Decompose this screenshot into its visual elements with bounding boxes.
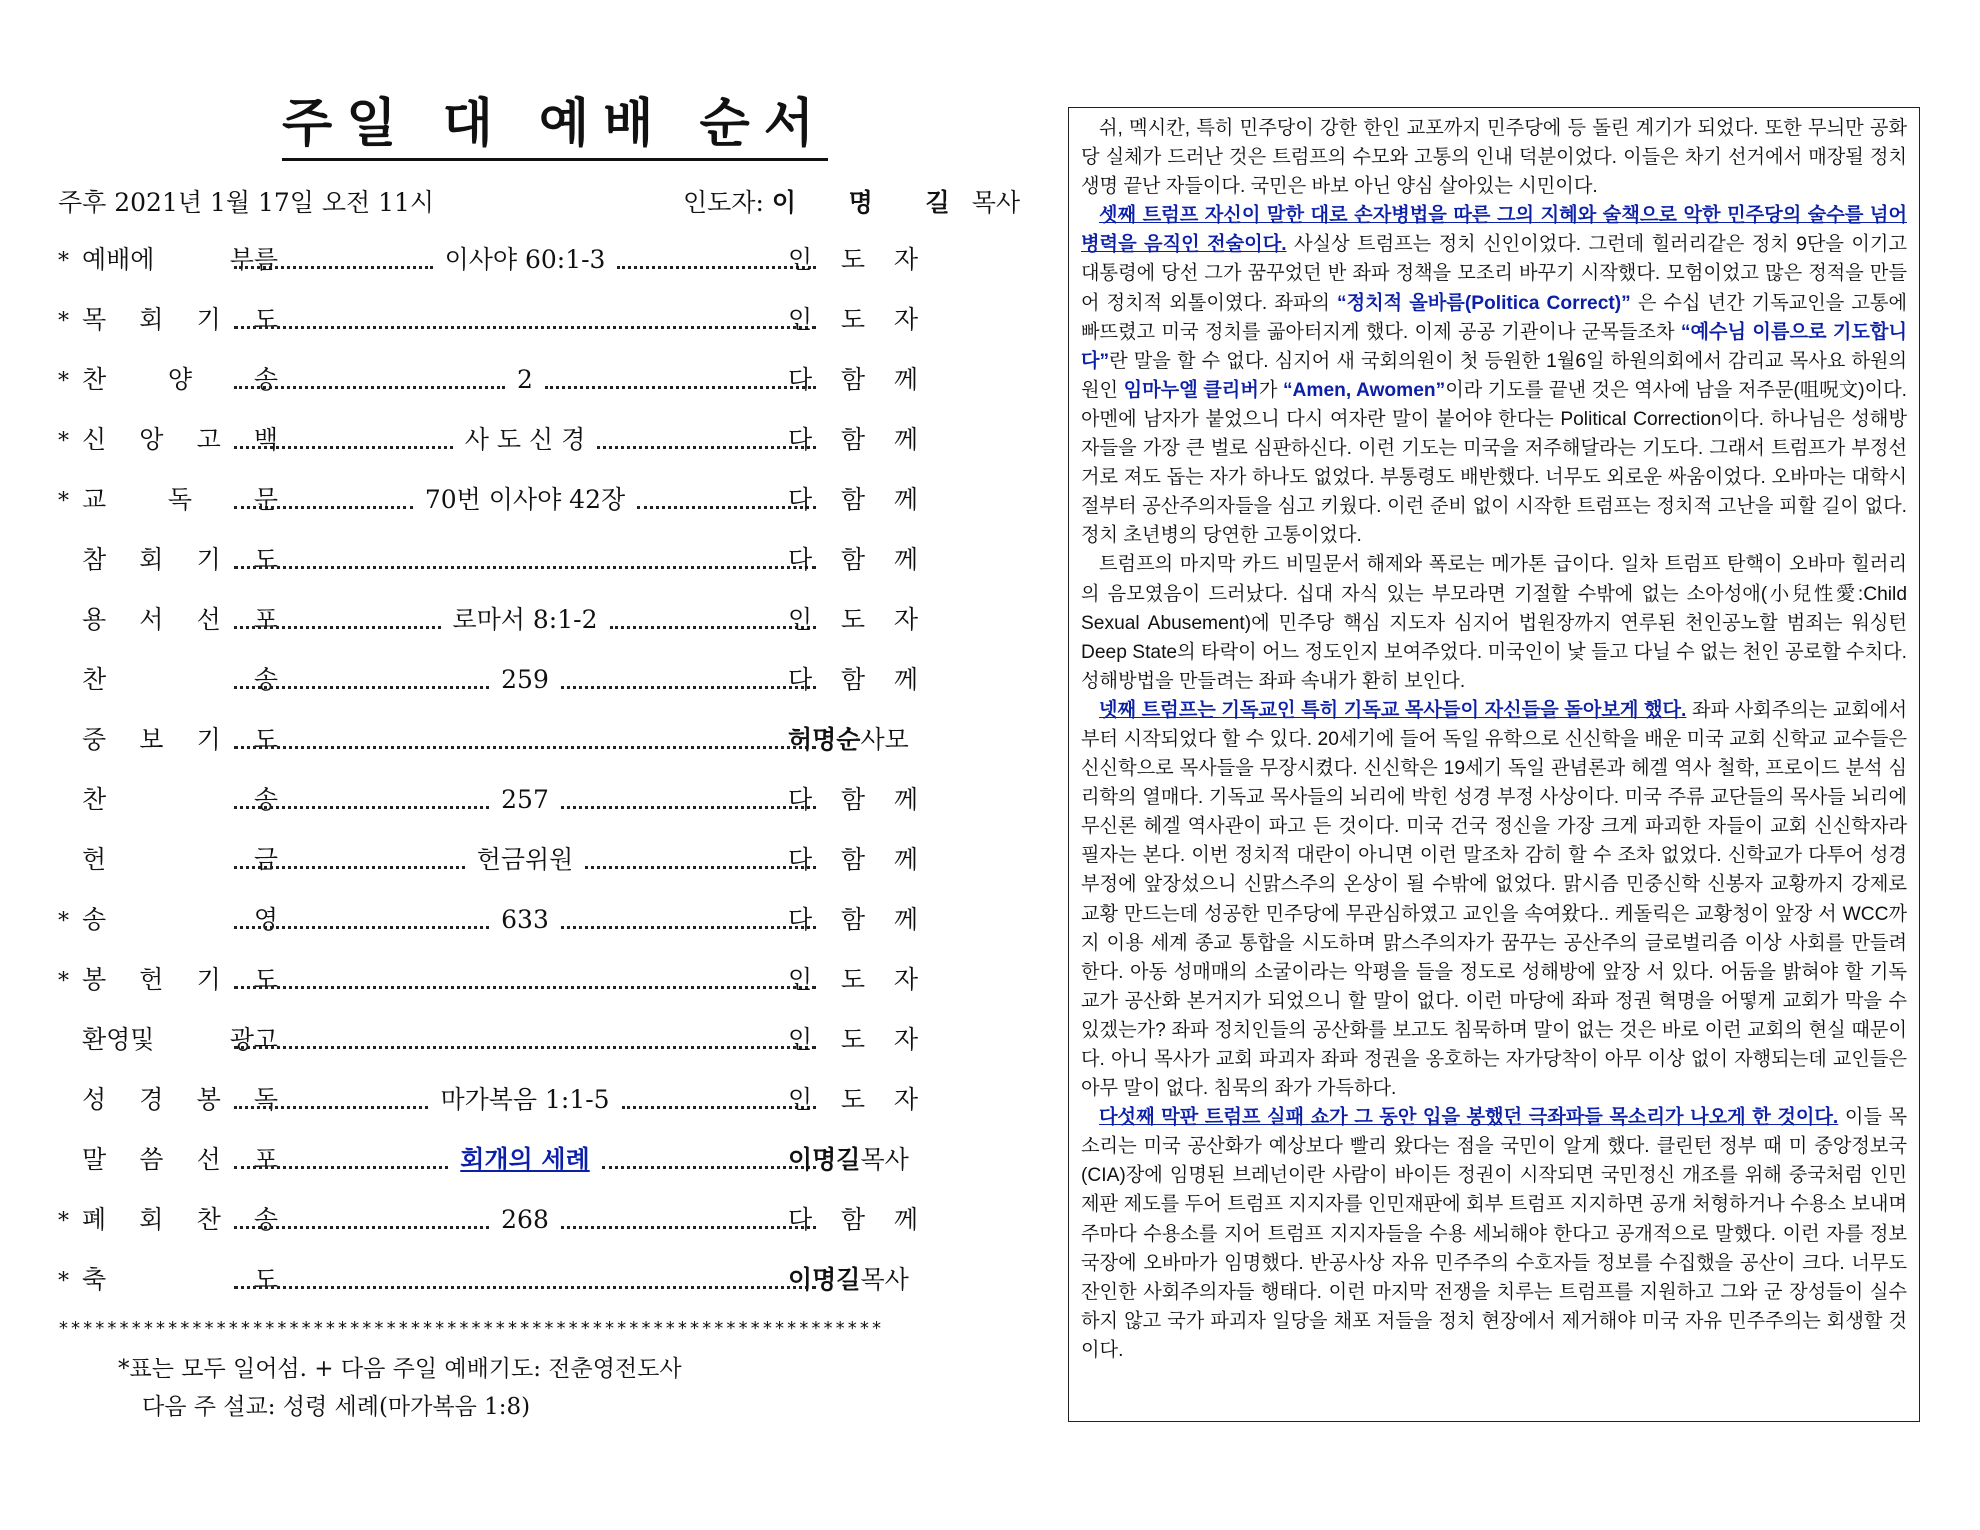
standing-note: *표는 모두 일어섬. + 다음 주일 예배기도: 전춘영전도사	[118, 1356, 682, 1382]
order-leader-dots	[234, 482, 816, 518]
order-role: 다 함 께	[788, 905, 918, 934]
standing-mark: *	[58, 909, 69, 934]
order-leader-dots	[234, 662, 816, 698]
order-leader-dots	[234, 302, 816, 338]
order-role: 다 함 께	[788, 665, 918, 694]
essay-paragraph: 트럼프의 마지막 카드 비밀문서 해제와 폭로는 메가톤 급이다. 일차 트럼프 탄핵이 오바마 힐러리의 음모였음이 드러났다. 십대 자식 있는 부모라면 기절할 수밖에 없는 소아성애(小兒性愛:Child Sexual Abusement)에 민주당 핵심 지도자 심지어 법원장까지 연루된 천인공노할 범죄는 워싱턴 Deep State의 타락이 어느 정도인지 보여주었다. 미국인이 낯 들고 다닐 수 없는 천인 공로할 수치다. 성해방법을 만들려는 좌파 속내가 환히 보인다.	[1081, 554, 1907, 692]
service-date: 주후 2021년 1월 17일 오전 11시	[58, 188, 435, 217]
order-leader-dots	[234, 1262, 816, 1298]
order-title: 헌 금	[82, 845, 278, 874]
order-role: 다 함 께	[788, 545, 918, 574]
order-role: 다 함 께	[788, 785, 918, 814]
standing-mark: *	[58, 1269, 69, 1294]
standing-mark: *	[58, 309, 69, 334]
order-title: 찬 양 송	[82, 365, 278, 394]
order-list	[58, 242, 918, 1322]
order-leader-dots	[234, 1142, 816, 1178]
order-leader-dots	[234, 842, 816, 878]
sermon-title: 회개의 세례	[460, 1145, 590, 1174]
order-row	[58, 302, 918, 362]
order-role: 인 도 자	[788, 1085, 918, 1114]
order-content: 헌금위원	[476, 845, 574, 874]
order-role: 이명길 목사	[788, 1145, 909, 1174]
order-content: 2	[517, 365, 533, 394]
order-leader-dots	[234, 962, 816, 998]
order-content: 259	[501, 665, 549, 694]
order-role: 인 도 자	[788, 305, 918, 334]
leader-label: 인도자:	[683, 188, 764, 217]
order-row	[58, 1262, 918, 1322]
order-row	[58, 422, 918, 482]
order-title: 예배에 부름	[82, 245, 278, 274]
order-row	[58, 602, 918, 662]
order-title: 송 영	[82, 905, 278, 934]
order-role: 다 함 께	[788, 845, 918, 874]
essay-paragraph: 쉬, 멕시칸, 특히 민주당이 강한 한인 교포까지 민주당에 등 돌린 계기가 되었다. 또한 무늬만 공화당 실체가 드러난 것은 트럼프의 수모와 고통의 인내 덕분이었다. 이들은 차기 선거에서 매장될 정치 생명 끝난 자들이다. 국민은 바보 아닌 양심 살아있는 시민이다.	[1081, 118, 1907, 198]
order-role: 인 도 자	[788, 245, 918, 274]
standing-mark: *	[58, 249, 69, 274]
order-title: 용 서 선 포	[82, 605, 278, 634]
standing-mark: *	[58, 369, 69, 394]
order-row	[58, 482, 918, 542]
essay-heading-fifth: 다섯째 막판 트럼프 실패 쇼가 그 동안 입을 봉했던 극좌파들 목소리가 나오게 한 것이다.	[1099, 1107, 1839, 1129]
order-role: 다 함 께	[788, 365, 918, 394]
order-row	[58, 542, 918, 602]
order-content: 사 도 신 경	[464, 425, 586, 454]
standing-mark: *	[58, 969, 69, 994]
order-leader-dots	[234, 422, 816, 458]
order-title: 목 회 기 도	[82, 305, 278, 334]
order-row	[58, 662, 918, 722]
separator-line: ********************************************************************	[58, 1318, 884, 1339]
order-title: 환영및 광고	[82, 1025, 278, 1054]
order-title: 중 보 기 도	[82, 725, 278, 754]
order-row	[58, 842, 918, 902]
order-row	[58, 782, 918, 842]
essay-box	[1068, 107, 1920, 1422]
order-title: 찬 송	[82, 665, 278, 694]
order-content: 268	[501, 1205, 549, 1234]
essay-paragraph: 셋째 트럼프 자신이 말한 대로 손자병법을 따른 그의 지혜와 술책으로 악한 민주당의 술수를 넘어 병력을 음직인 전술이다. 사실상 트럼프는 정치 신인이었다. 그런데 힐러리같은 정치 9단을 이기고 대통령에 당선 그가 꿈꾸었던 반 좌파 정책을 모조리 바꾸기 시작했다. 모험이었고 많은 정적을 만들어 정치적 외톨이였다. 좌파의 “정치적 올바름(Politica Correct)” 은 수십 년간 기독교인을 고통에 빠뜨렸고 미국 정치를 곪아터지게 했다. 이제 공공 기관이나 군목들조차 “예수님 이름으로 기도합니다”란 말을 할 수 없다. 심지어 새 국회의원이 첫 등원한 1월6일 하원의회에서 감리교 목사요 하원의원인 임마누엘 클리버가 “Amen, Awomen”이라 기도를 끝낸 것은 역사에 남을 저주문(咀呪文)이다. 아멘에 남자가 붙었으니 다시 여자란 말이 붙어야 한다는 Political Correction이다. 하나님은 성해방자들을 가장 큰 벌로 심판하신다. 이런 기도는 미국을 저주해달라는 기도다. 그래서 트럼프가 부정선거로 져도 돕는 자가 하나도 없었다. 부통령도 배반했다. 너무도 외로운 싸움이었다. 오바마는 대학시절부터 공산주의자들을 심고 키웠다. 이런 준비 없이 시작한 트럼프는 정치적 고난을 피할 길이 없다. 정치 초년병의 당연한 고통이었다.	[1081, 205, 1908, 547]
essay-heading-third: 셋째 트럼프 자신이 말한 대로 손자병법을 따른 그의 지혜와 술책으로 악한 민주당의 술수를 넘어 병력을 음직인 전술이다.	[1081, 205, 1907, 256]
order-role: 인 도 자	[788, 605, 918, 634]
order-leader-dots	[234, 602, 816, 638]
leader-suffix: 목사	[971, 188, 1020, 217]
next-sermon-note: 다음 주 설교: 성령 세례(마가복음 1:8)	[142, 1394, 531, 1420]
order-role: 인 도 자	[788, 965, 918, 994]
order-role: 다 함 께	[788, 485, 918, 514]
standing-mark: *	[58, 429, 69, 454]
order-content: 257	[501, 785, 549, 814]
order-role: 이명길 목사	[788, 1265, 909, 1294]
order-leader-dots	[234, 782, 816, 818]
order-content: 로마서 8:1-2	[452, 605, 598, 634]
order-leader-dots	[234, 1022, 816, 1058]
order-role: 인 도 자	[788, 1025, 918, 1054]
order-title: 신 앙 고 백	[82, 425, 278, 454]
order-title: 말 씀 선 포	[82, 1145, 278, 1174]
leader-name: 이 명 길	[771, 188, 972, 217]
order-row	[58, 1202, 918, 1262]
order-title: 교 독 문	[82, 485, 278, 514]
order-content: 633	[501, 905, 549, 934]
order-row	[58, 722, 918, 782]
order-row	[58, 1082, 918, 1142]
order-title: 성 경 봉 독	[82, 1085, 278, 1114]
essay-heading-fourth: 넷째 트럼프는 기독교인 특히 기독교 목사들이 자신들을 돌아보게 했다.	[1099, 699, 1687, 721]
order-title: 봉 헌 기 도	[82, 965, 278, 994]
page-title: 주일 대 예배 순서	[282, 92, 828, 161]
order-role: 다 함 께	[788, 1205, 918, 1234]
order-title: 참 회 기 도	[82, 545, 278, 574]
order-content: 70번 이사야 42장	[424, 485, 626, 514]
order-content: 이사야 60:1-3	[444, 245, 606, 274]
order-row	[58, 242, 918, 302]
order-leader-dots	[234, 902, 816, 938]
order-content: 마가복음 1:1-5	[440, 1085, 610, 1114]
order-leader-dots	[234, 722, 816, 758]
order-row	[58, 362, 918, 422]
order-leader-dots	[234, 1202, 816, 1238]
order-row	[58, 1142, 918, 1202]
order-row	[58, 902, 918, 962]
order-leader-dots	[234, 362, 816, 398]
order-title: 찬 송	[82, 785, 278, 814]
order-leader-dots	[234, 542, 816, 578]
order-leader-dots	[234, 242, 816, 278]
standing-mark: *	[58, 489, 69, 514]
order-title: 축 도	[82, 1265, 278, 1294]
order-leader-dots	[234, 1082, 816, 1118]
order-row	[58, 962, 918, 1022]
service-leader	[683, 186, 1020, 220]
order-row	[58, 1022, 918, 1082]
essay-paragraph: 넷째 트럼프는 기독교인 특히 기독교 목사들이 자신들을 돌아보게 했다. 좌파 사회주의는 교회에서부터 시작되었다 할 수 있다. 20세기에 들어 독일 유학으로 신신학을 배운 미국 교회 신학교 교수들은 신신학으로 목사들을 무장시켰다. 신신학은 19세기 독일 관념론과 헤겔 역사 철학, 프로이드 분석 심리학의 열매다. 기독교 목사들의 뇌리에 박힌 성경 부정 사상이다. 미국 주류 교단들의 목사들 뇌리에 무신론 헤겔 역사관이 파고 든 것이다. 미국 건국 정신을 가장 크게 파괴한 자들이 교회 신신학자라 필자는 본다. 이번 정치적 대란이 아니면 이런 말조차 감히 할 수 조차 없었다. 신학교가 다투어 성경 부정에 앞장섰으니 신맑스주의 온상이 될 수밖에 없었다. 맑시즘 민중신학 신봉자 교황까지 강제로 교황 만드는데 성공한 민주당에 무관심하였고 교인을 속여왔다.. 케돌릭은 교황청이 앞장 서 WCC까지 이용 세계 종교 통합을 시도하며 맑스주의자가 꿈꾸는 공산주의 글로벌리즘 이상 사회를 만들려 한다. 아동 성매매의 소굴이라는 악평을 들을 정도로 성해방에 앞장 서 있다. 어둠을 밝혀야 할 기독교가 공산화 본거지가 되었으니 할 말이 없다. 이런 마당에 좌파 정권 혁명을 어떻게 교회가 막을 수 있겠는가? 좌파 정치인들의 공산화를 보고도 침묵하며 말이 없는 것은 바로 이런 교회의 현실 때문이다. 아니 목사가 교회 파괴자 좌파 정권을 옹호하는 자가당착이 아무 이상 없이 자행되는데 교인들은 아무 말이 없다. 침묵의 좌가 가득하다.	[1081, 699, 1907, 1100]
standing-mark: *	[58, 1209, 69, 1234]
order-title: 폐 회 찬 송	[82, 1205, 278, 1234]
order-role: 다 함 께	[788, 425, 918, 454]
order-role: 허명순 사모	[788, 725, 909, 754]
essay-paragraph: 다섯째 막판 트럼프 실패 쇼가 그 동안 입을 봉했던 극좌파들 목소리가 나오게 한 것이다. 이들 목소리는 미국 공산화가 예상보다 빨리 왔다는 점을 국민이 알게 했다. 클린턴 정부 때 미 중앙정보국(CIA)장에 임명된 브레넌이란 사람이 바이든 정권이 시작되면 국민정신 개조를 위해 중국처럼 인민 제판 제도를 두어 트럼프 지지자를 인민재판에 회부 트럼프 지지하면 공개 처형하거나 수용소 보내며 주마다 수용소를 지어 트럼프 지지자들을 수용 세뇌해야 한다고 공개적으로 말했다. 이런 자를 정보국장에 오바마가 임명했다. 반공사상 자유 민주주의 수호자들 정보를 수집했을 공산이 크다. 너무도 잔인한 사회주의자들 행태다. 이런 마지막 전쟁을 치루는 트럼프를 지원하고 그와 군 장성들이 실수하지 않고 국가 파괴자 일당을 채포 저들을 정치 현장에서 제거해야 미국 자유 민주주의는 회생할 것이다.	[1081, 1107, 1907, 1361]
